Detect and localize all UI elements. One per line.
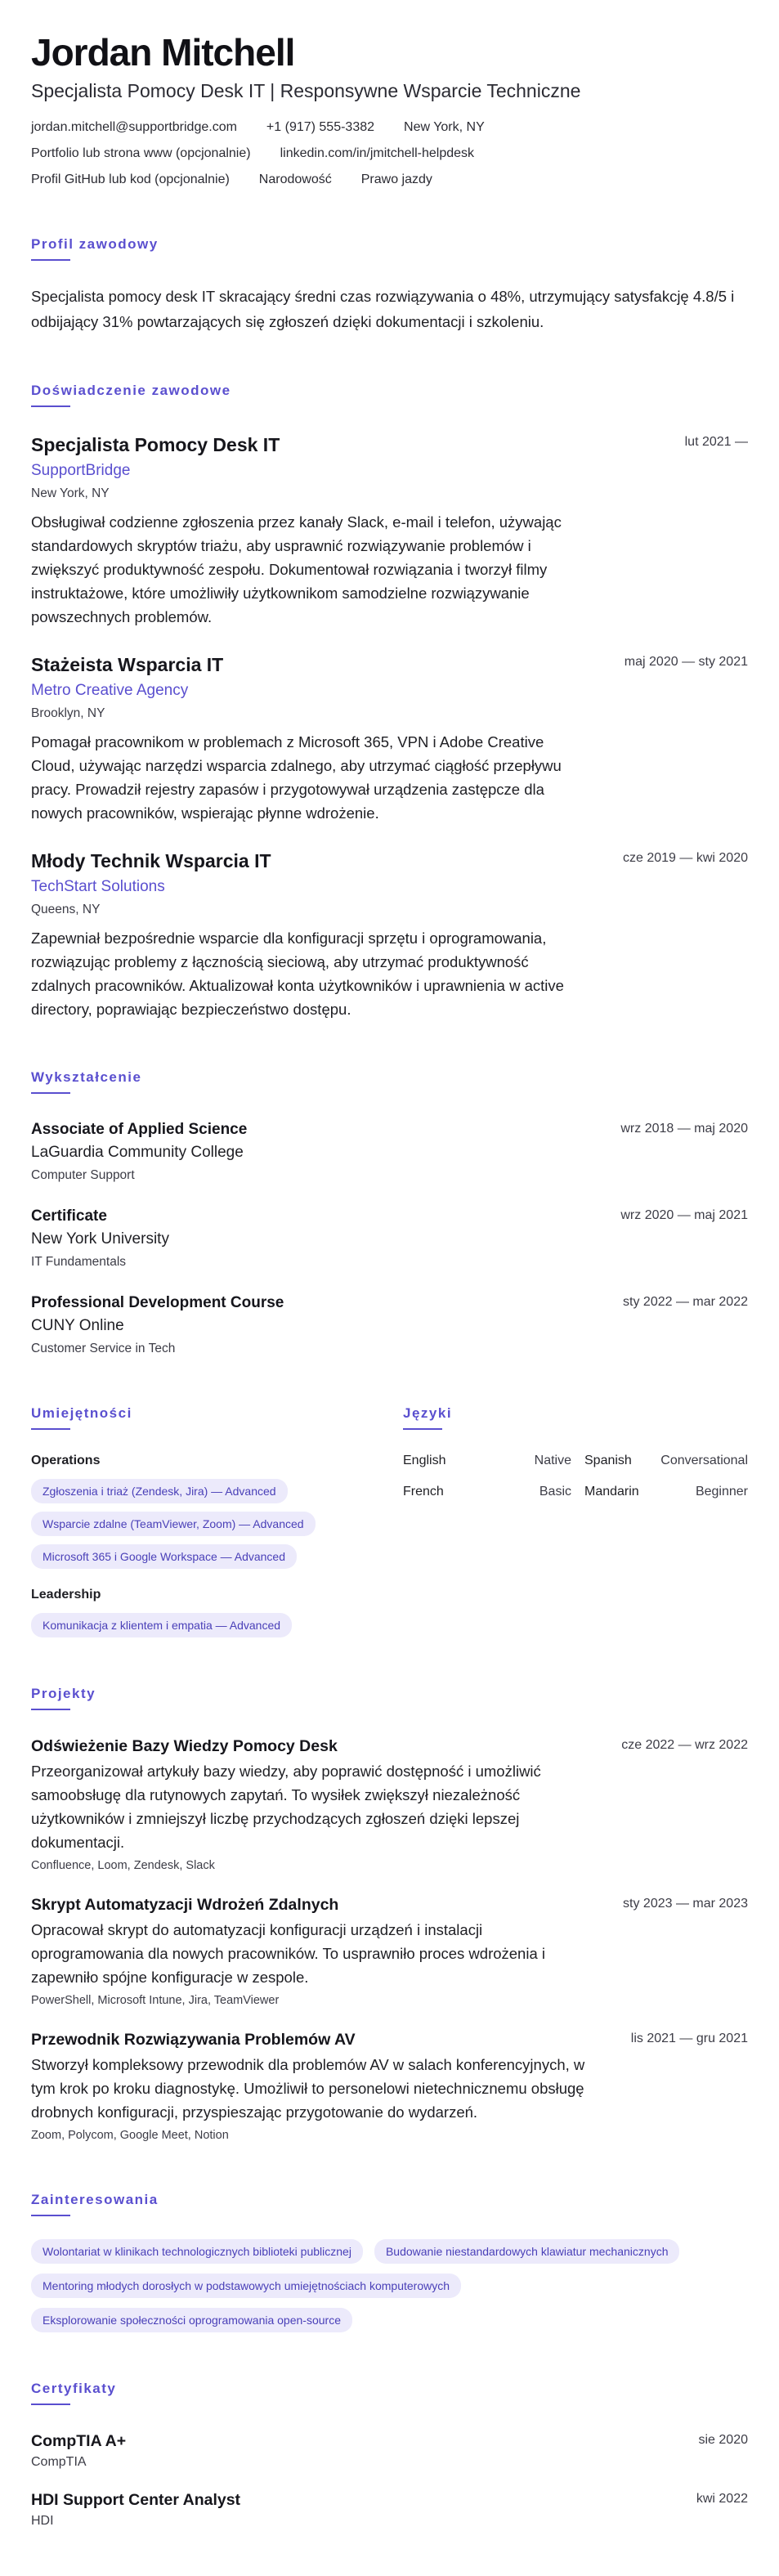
skill-chip-list xyxy=(31,1613,403,1637)
job-title: Specjalista Pomocy Desk IT xyxy=(31,434,280,455)
project-dates: cze 2022 — wrz 2022 xyxy=(621,1738,748,1752)
project-description: Stworzył kompleksowy przewodnik dla problemów AV w salach konferencyjnych, w tym krok po kroku diagnostykę. Umożliwił to personelowi nietechnicznemu obsługę drobnych konfiguracji, przyspieszając przygotowanie do wydarzeń. xyxy=(31,2056,585,2121)
project-name: Odświeżenie Bazy Wiedzy Pomocy Desk xyxy=(31,1737,338,1755)
job-description: Pomagał pracownikom w problemach z Microsoft 365, VPN i Adobe Creative Cloud, używając narzędzi wsparcia zdalnego, aby utrzymać ciągłość przepływu pracy. Prowadził rejestry zapasów i przygotowywał urządzenia zastępcze dla nowych pracowników, wspierając płynne wdrożenie. xyxy=(31,733,562,822)
certification-issuer: HDI xyxy=(31,2514,54,2528)
language-level: Conversational xyxy=(660,1454,748,1467)
contact-row-extra xyxy=(31,172,748,188)
interest-chip: Mentoring młodych dorosłych w podstawowych umiejętnościach komputerowych xyxy=(31,2274,461,2298)
experience-entry xyxy=(31,653,748,825)
resume-header xyxy=(31,31,748,188)
certifications-section xyxy=(31,2380,748,2529)
candidate-name: Jordan Mitchell xyxy=(31,31,295,74)
experience-entry xyxy=(31,433,748,629)
degree-name: Certificate xyxy=(31,1207,107,1225)
section-title: Wykształcenie xyxy=(31,1069,142,1085)
section-title: Zainteresowania xyxy=(31,2192,159,2207)
profile-section xyxy=(31,235,748,334)
education-dates: sty 2022 — mar 2022 xyxy=(623,1295,748,1309)
section-title: Doświadczenie zawodowe xyxy=(31,383,231,398)
certification-date: kwi 2022 xyxy=(696,2492,748,2506)
section-divider xyxy=(31,1092,70,1094)
project-name: Przewodnik Rozwiązywania Problemów AV xyxy=(31,2031,356,2049)
section-divider xyxy=(403,1428,442,1430)
company-name: SupportBridge xyxy=(31,462,131,479)
job-description: Obsługiwał codzienne zgłoszenia przez kanały Slack, e-mail i telefon, używając standardowych skryptów triażu, aby usprawnić rozwiązywanie problemów i zwiększyć produktywność zespołu. Dokumentował rozwiązania i tworzył filmy instruktażowe, które umożliwiły użytkownikom samodzielne rozwiązywanie powszechnych problemów. xyxy=(31,513,562,625)
section-divider xyxy=(31,1709,70,1710)
school-name: New York University xyxy=(31,1230,169,1248)
education-dates: wrz 2020 — maj 2021 xyxy=(620,1208,748,1222)
project-entry xyxy=(31,1736,748,1874)
contact-email[interactable]: jordan.mitchell@supportbridge.com xyxy=(31,120,237,134)
school-name: LaGuardia Community College xyxy=(31,1144,244,1161)
education-dates: wrz 2018 — maj 2020 xyxy=(620,1122,748,1136)
language-level: Basic xyxy=(539,1485,571,1499)
contact-row-links xyxy=(31,146,748,162)
job-title: Stażeista Wsparcia IT xyxy=(31,654,224,675)
education-list xyxy=(31,1120,748,1357)
interest-chip: Wolontariat w klinikach technologicznych biblioteki publicznej xyxy=(31,2239,363,2264)
candidate-headline: Specjalista Pomocy Desk IT | Responsywne Wsparcie Techniczne xyxy=(31,80,581,101)
study-field: Computer Support xyxy=(31,1168,135,1182)
contact-location: New York, NY xyxy=(404,120,485,134)
language-name: English xyxy=(403,1454,446,1467)
job-location: Brooklyn, NY xyxy=(31,706,105,720)
education-entry xyxy=(31,1120,748,1184)
language-name: Spanish xyxy=(584,1454,632,1467)
interests-section xyxy=(31,2191,748,2332)
job-location: New York, NY xyxy=(31,486,110,500)
project-entry xyxy=(31,2030,748,2144)
section-title: Profil zawodowy xyxy=(31,236,159,252)
section-divider xyxy=(31,2215,70,2216)
languages-section xyxy=(403,1404,748,1637)
school-name: CUNY Online xyxy=(31,1317,124,1334)
company-name: TechStart Solutions xyxy=(31,878,165,895)
project-name: Skrypt Automatyzacji Wdrożeń Zdalnych xyxy=(31,1896,339,1914)
project-dates: sty 2023 — mar 2023 xyxy=(623,1897,748,1911)
project-list xyxy=(31,1736,748,2144)
section-divider xyxy=(31,2404,70,2405)
skill-group-title: Leadership xyxy=(31,1588,101,1602)
section-divider xyxy=(31,405,70,407)
section-title: Umiejętności xyxy=(31,1405,132,1421)
study-field: IT Fundamentals xyxy=(31,1255,127,1269)
certification-list xyxy=(31,2431,748,2529)
job-dates: maj 2020 — sty 2021 xyxy=(624,655,748,669)
certification-name: CompTIA A+ xyxy=(31,2432,127,2450)
section-title: Projekty xyxy=(31,1686,96,1701)
education-entry xyxy=(31,1207,748,1270)
project-description: Opracował skrypt do automatyzacji konfiguracji urządzeń i instalacji oprogramowania dla nowych pracowników. To usprawniło proces wdrożenia i zapewniło spójne konfiguracje w zespole. xyxy=(31,1921,545,1986)
certification-name: HDI Support Center Analyst xyxy=(31,2491,241,2509)
study-field: Customer Service in Tech xyxy=(31,1342,176,1355)
interest-chip: Eksplorowanie społeczności oprogramowania open-source xyxy=(31,2308,352,2332)
language-name: Mandarin xyxy=(584,1485,639,1499)
interest-chip-list xyxy=(31,2239,748,2332)
project-description: Przeorganizował artykuły bazy wiedzy, aby poprawić dostępność i umożliwić samoobsługę dla rutynowych zapytań. To wysiłek zwiększył niezależność użytkowników i zmniejszył liczbę przychodzących zgłoszeń dzięki lepszej dokumentacji. xyxy=(31,1763,541,1851)
project-entry xyxy=(31,1895,748,2009)
profile-summary: Specjalista pomocy desk IT skracający średni czas rozwiązywania o 48%, utrzymujący satysfakcję 4.8/5 i odbijający 31% powtarzających się zgłoszeń dzięki dokumentacji i szkoleniu. xyxy=(31,288,735,330)
certification-date: sie 2020 xyxy=(698,2433,748,2447)
job-location: Queens, NY xyxy=(31,903,101,916)
interest-chip: Budowanie niestandardowych klawiatur mechanicznych xyxy=(374,2239,680,2264)
company-name: Metro Creative Agency xyxy=(31,682,189,699)
education-section xyxy=(31,1068,748,1357)
experience-entry xyxy=(31,849,748,1021)
experience-section xyxy=(31,382,748,1021)
project-tech: PowerShell, Microsoft Intune, Jira, TeamViewer xyxy=(31,1994,280,2007)
section-divider xyxy=(31,1428,70,1430)
degree-name: Professional Development Course xyxy=(31,1294,284,1311)
job-title: Młody Technik Wsparcia IT xyxy=(31,850,271,871)
language-grid xyxy=(403,1453,748,1500)
skill-chip: Komunikacja z klientem i empatia — Advanced xyxy=(31,1613,292,1637)
skill-chip: Microsoft 365 i Google Workspace — Advanced xyxy=(31,1544,297,1569)
skills-languages-row xyxy=(31,1404,748,1637)
skill-chip: Zgłoszenia i triaż (Zendesk, Jira) — Advanced xyxy=(31,1479,288,1503)
certification-entry xyxy=(31,2431,748,2471)
contact-nationality: Narodowość xyxy=(258,172,332,186)
skill-chip: Wsparcie zdalne (TeamViewer, Zoom) — Advanced xyxy=(31,1512,316,1536)
project-dates: lis 2021 — gru 2021 xyxy=(630,2032,748,2045)
section-divider xyxy=(31,259,70,261)
skill-chip-list xyxy=(31,1479,403,1569)
contact-portfolio[interactable]: Portfolio lub strona www (opcjonalnie) xyxy=(31,146,251,160)
section-title: Języki xyxy=(403,1405,453,1421)
project-tech: Confluence, Loom, Zendesk, Slack xyxy=(31,1859,215,1872)
certification-entry xyxy=(31,2490,748,2529)
language-level: Native xyxy=(534,1454,571,1467)
job-dates: lut 2021 — xyxy=(684,435,748,449)
contact-linkedin[interactable]: linkedin.com/in/jmitchell-helpdesk xyxy=(280,146,475,160)
contact-phone[interactable]: +1 (917) 555-3382 xyxy=(266,120,375,134)
experience-list xyxy=(31,433,748,1021)
language-level: Beginner xyxy=(695,1485,748,1499)
job-dates: cze 2019 — kwi 2020 xyxy=(623,851,748,865)
job-description: Zapewniał bezpośrednie wsparcie dla konfiguracji sprzętu i oprogramowania, rozwiązując problemy z łącznością sieciową, aby utrzymać produktywność zdalnych pracowników. Aktualizował konta użytkowników i uprawnienia w active directory, poprawiając bezpieczeństwo dostępu. xyxy=(31,930,564,1018)
education-entry xyxy=(31,1293,748,1357)
projects-section xyxy=(31,1685,748,2144)
skill-group-title: Operations xyxy=(31,1454,101,1467)
contact-row-primary xyxy=(31,119,748,136)
contact-github[interactable]: Profil GitHub lub kod (opcjonalnie) xyxy=(31,172,230,186)
language-name: French xyxy=(403,1485,444,1499)
degree-name: Associate of Applied Science xyxy=(31,1121,248,1138)
skills-section xyxy=(31,1404,403,1637)
project-tech: Zoom, Polycom, Google Meet, Notion xyxy=(31,2129,229,2142)
certification-issuer: CompTIA xyxy=(31,2455,87,2469)
section-title: Certyfikaty xyxy=(31,2381,117,2396)
contact-license: Prawo jazdy xyxy=(360,172,432,186)
